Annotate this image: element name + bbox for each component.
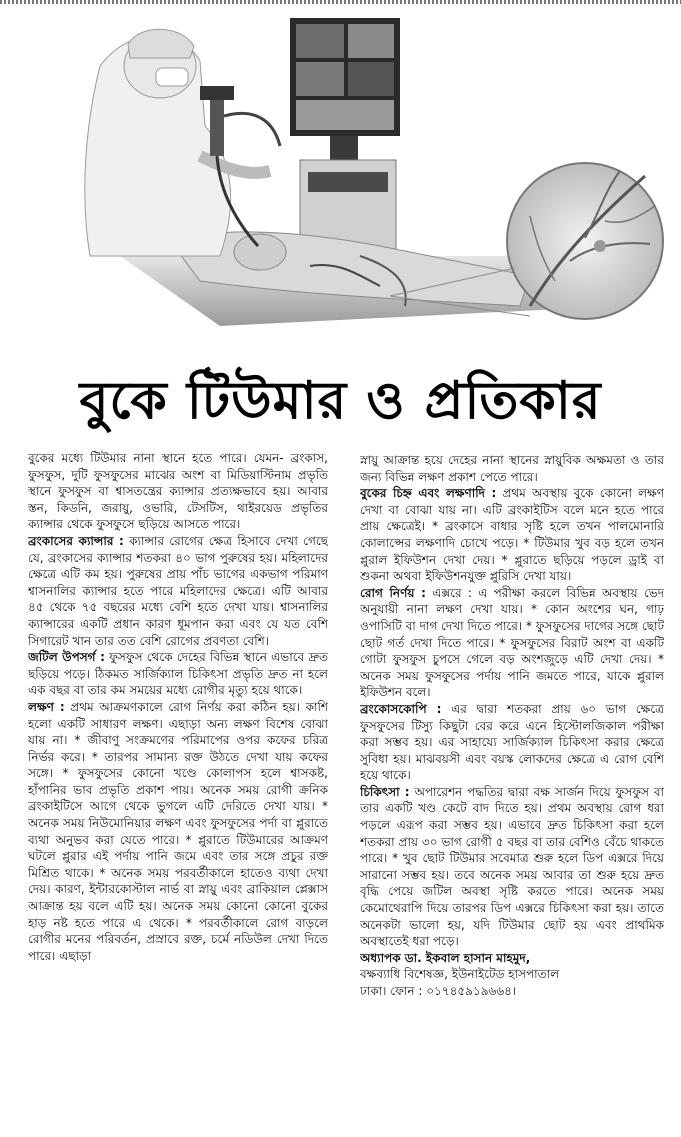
author-title: বক্ষব্যাধি বিশেষজ্ঞ, ইউনাইটেড হাসপাতাল xyxy=(360,967,560,982)
section-heading: ব্রংকোসকোপি : xyxy=(360,701,442,716)
top-dotted-rule xyxy=(0,0,681,4)
author-name: অধ্যাপক ডা. ইকবাল হাসান মাহমুদ, xyxy=(360,950,531,965)
surgery-illustration xyxy=(60,6,675,358)
headline: বুকে টিউমার ও প্রতিকার xyxy=(79,371,602,431)
paragraph-bronchoscopy: ব্রংকোসকোপি : এর দ্বারা শতকরা প্রায় ৬০ ভাগ ক্ষেত্রে ফুসফুসের টিস্যু কিছুটা বের করে এনে হিস্টোলজিকাল পরীক্ষা করা সম্ভব হয়। এর সাহায্যে সার্জিক্যাল চিকিৎসা করার ক্ষেত্রে সুবিধা হয়। মাঝবয়সী এবং বয়স্ক লোকদের ক্ষেত্রে এ রোগ বেশি হয়ে থাকে। xyxy=(360,701,664,783)
author-contact: ঢাকা। ফোন : ০১৭৪৫৯১৯৬৬৪। xyxy=(360,984,517,998)
paragraph-symptoms: লক্ষণ : প্রথম আক্রমণকালে রোগ নির্ণয় করা কঠিন হয়। কাশি হলো একটি সাধারণ লক্ষণ। এছাড়া অন্য লক্ষণ বিশেষ বোঝা যায় না। * জীবাণু সংক্রমণের পরিমাপের ওপর কফের চরিত্র নির্ভর করে। * তারপর সামান্য রক্ত উঠতে দেখা যায় কফের সঙ্গে। * ফুসফুসের কোনো খণ্ডে কোলাপস হলে শ্বাসকষ্ট, হাঁপানির ভাব প্রভৃতি প্রকাশ পায়। অনেক সময় রোগী ক্রনিক ব্রংকাইটিসে আগে থেকে ভুগলে এটি দেরিতে দেখা যায়। * অনেক সময় নিউমোনিয়ার লক্ষণ এবং ফুসফুসের পর্দা বা প্লুরাতে ব্যথা অনুভব করা যেতে পারে। * প্লুরাতে টিউমারের আক্রমণ ঘটলে প্লুরার এই পর্দায় পানি জমে এবং তার সঙ্গে প্রচুর রক্ত মিশ্রিত থাকে। * অনেক সময় পরবর্তীকালে হাতেও ব্যথা দেখা দেয়। কারণ, ইন্টারকোস্টাল নার্ভ বা স্নায়ু এবং ব্রাকিয়াল প্লেক্সাস আক্রান্ত হয় বলে এটি হয়। অনেক সময় কোনো কোনো বুকের হাড় নষ্ট হতে পারে এ থেকে। * পরবর্তীকালে রোগ বাড়লে রোগীর মনের পরিবর্তন, প্রস্রাবে রক্ত, চর্মে নডিউল দেখা দিতে পারে। এছাড়া xyxy=(28,699,328,963)
monitor-icon xyxy=(290,18,400,250)
paragraph-complications: জটিল উপসর্গ : ফুসফুস থেকে দেহের বিভিন্ন স্থানে এভাবে দ্রুত ছড়িয়ে পড়ে। ঠিকমত সার্জিক্যাল চিকিৎসা প্রভৃতি দ্রুত না হলে এক বছর বা তার কম সময়ের মধ্যে রোগীর মৃত্যু হয়ে থাকে। xyxy=(28,650,328,698)
paragraph-bronchial-cancer: ব্রংকাসের ক্যান্সার : ক্যান্সার রোগের ক্ষেত্র হিসাবে দেখা গেছে যে, ব্রংকাসের ক্যান্সার শতকরা ৪০ ভাগ পুরুষের হয়। মহিলাদের ক্ষেত্রে এটি কম হয়। পুরুষের প্রায় পাঁচ ভাগের একভাগ পরিমাণ শ্বাসনালির ক্যান্সার হতে পারে মহিলাদের ক্ষেত্রে। এটি আবার ৪৫ থেকে ৭৫ বছরের মধ্যে বেশি হতে দেখা যায়। শ্বাসনালির ক্যান্সারের একটি প্রধান কারণ ধূমপান করা এবং যে যত বেশি সিগারেট খান তার তত বেশি রোগের প্রবণতা বেশি। xyxy=(28,533,328,648)
patient-head xyxy=(234,234,286,270)
section-heading: বুকের চিহ্ন এবং লক্ষণাদি : xyxy=(360,486,497,501)
left-column xyxy=(28,450,328,1130)
paragraph-treatment: চিকিৎসা : অপারেশন পদ্ধতির দ্বারা বক্ষ সার্জন দিয়ে ফুসফুস বা তার একটি খণ্ড কেটে বাদ দিতে হয়। প্রথম অবস্থায় রোগ ধরা পড়লে এরূপ করা সম্ভব হয়। এভাবে দ্রুত চিকিৎসা করা হলে শতকরা প্রায় ৩০ ভাগ রোগী ৫ বছর বা তার বেশিও বেঁচে থাকতে পারে। * খুব ছোট টিউমার সবেমাত্র শুরু হলে ডিপ এক্সরে দিয়ে সারানো সম্ভব হয়। তবে অনেক সময় আবার তা শুরু হয়ে দ্রুত বৃদ্ধি পেয়ে জটিল অবস্থা সৃষ্টি করতে পারে। অনেক সময় কেমোথেরাপি দিয়ে তারপর ডিপ এক্সরে চিকিৎসা করা হয়। তাতে অনেকটা ভালো হয়, যদি টিউমার ছোট হয় এবং প্রাথমিক অবস্থাতেই ধরা পড়ে। xyxy=(360,784,664,949)
paragraph-chest-signs: বুকের চিহ্ন এবং লক্ষণাদি : প্রথম অবস্থায় বুকে কোনো লক্ষণ দেখা বা বোঝা যায় না। এটি ব্রংকাইটিস বলে মনে হতে পারে প্রায় ক্ষেত্রেই। * ব্রংকাসে বাধার সৃষ্টি হলে তখন পালমোনারি কোলাপ্সের লক্ষণাদি চোখে পড়ে। * টিউমার খুব বড় হলে তখন প্লুরাল ইফিউশন দেখা দেয়। * প্লুরাতে ছড়িয়ে পড়লে ড্রাই বা শুকনা অথবা ইফিউশনযুক্ত প্লুরিসি দেখা যায়। xyxy=(360,486,664,584)
section-heading: লক্ষণ : xyxy=(28,699,65,714)
section-heading: চিকিৎসা : xyxy=(360,784,410,799)
paragraph-continued: স্নায়ু আক্রান্ত হয়ে দেহের নানা স্থানের স্নায়ুবিক অক্ষমতা ও তার জন্য বিভিন্ন লক্ষণ প্রকাশ পেতে পারে। xyxy=(360,453,664,484)
section-heading: রোগ নির্ণয় : xyxy=(360,585,426,600)
section-heading: জটিল উপসর্গ : xyxy=(28,650,105,665)
right-column xyxy=(360,452,664,1132)
doctor-figure xyxy=(85,29,270,256)
paragraph-diagnosis: রোগ নির্ণয় : এক্সরে : এ পরীক্ষা করলে বিভিন্ন অবস্থায় ভেদ অনুযায়ী নানা লক্ষণ দেখা যায়। * কোন অংশের ঘন, গাঢ় ওপাসিটি বা দাগ দেখা দিতে পারে। * ফুসফুসের দাগের সঙ্গে ছোট ছোট গর্ত দেখা দিতে পারে। * ফুসফুসের বিরাট অংশ বা একটি গোটা ফুসফুস চুপসে গেলে বড় অংশজুড়ে এটি দেখা দেয়। * অনেক সময় ফুসফুসের পর্দায় পানি জমতে পারে, যাকে প্লুরাল ইফিউশন বলে। xyxy=(360,585,664,700)
section-heading: ব্রংকাসের ক্যান্সার : xyxy=(28,533,124,548)
paragraph-intro: বুকের মধ্যে টিউমার নানা স্থানে হতে পারে। যেমন- ব্রংকাস, ফুসফুস, দুটি ফুসফুসের মাঝের অংশ বা মিডিয়াস্টিনাম প্রভৃতি স্থানে ফুসফুস বা শ্বাসতন্ত্রের ক্যান্সার প্রত্যক্ষভাবে হয়। আবার স্তন, কিডনি, জরায়ু, ওভারি, টেসটিস, থাইরয়েড প্রভৃতির ক্যান্সার থেকে ফুসফুসে ছড়িয়ে আসতে পারে। xyxy=(28,451,328,532)
